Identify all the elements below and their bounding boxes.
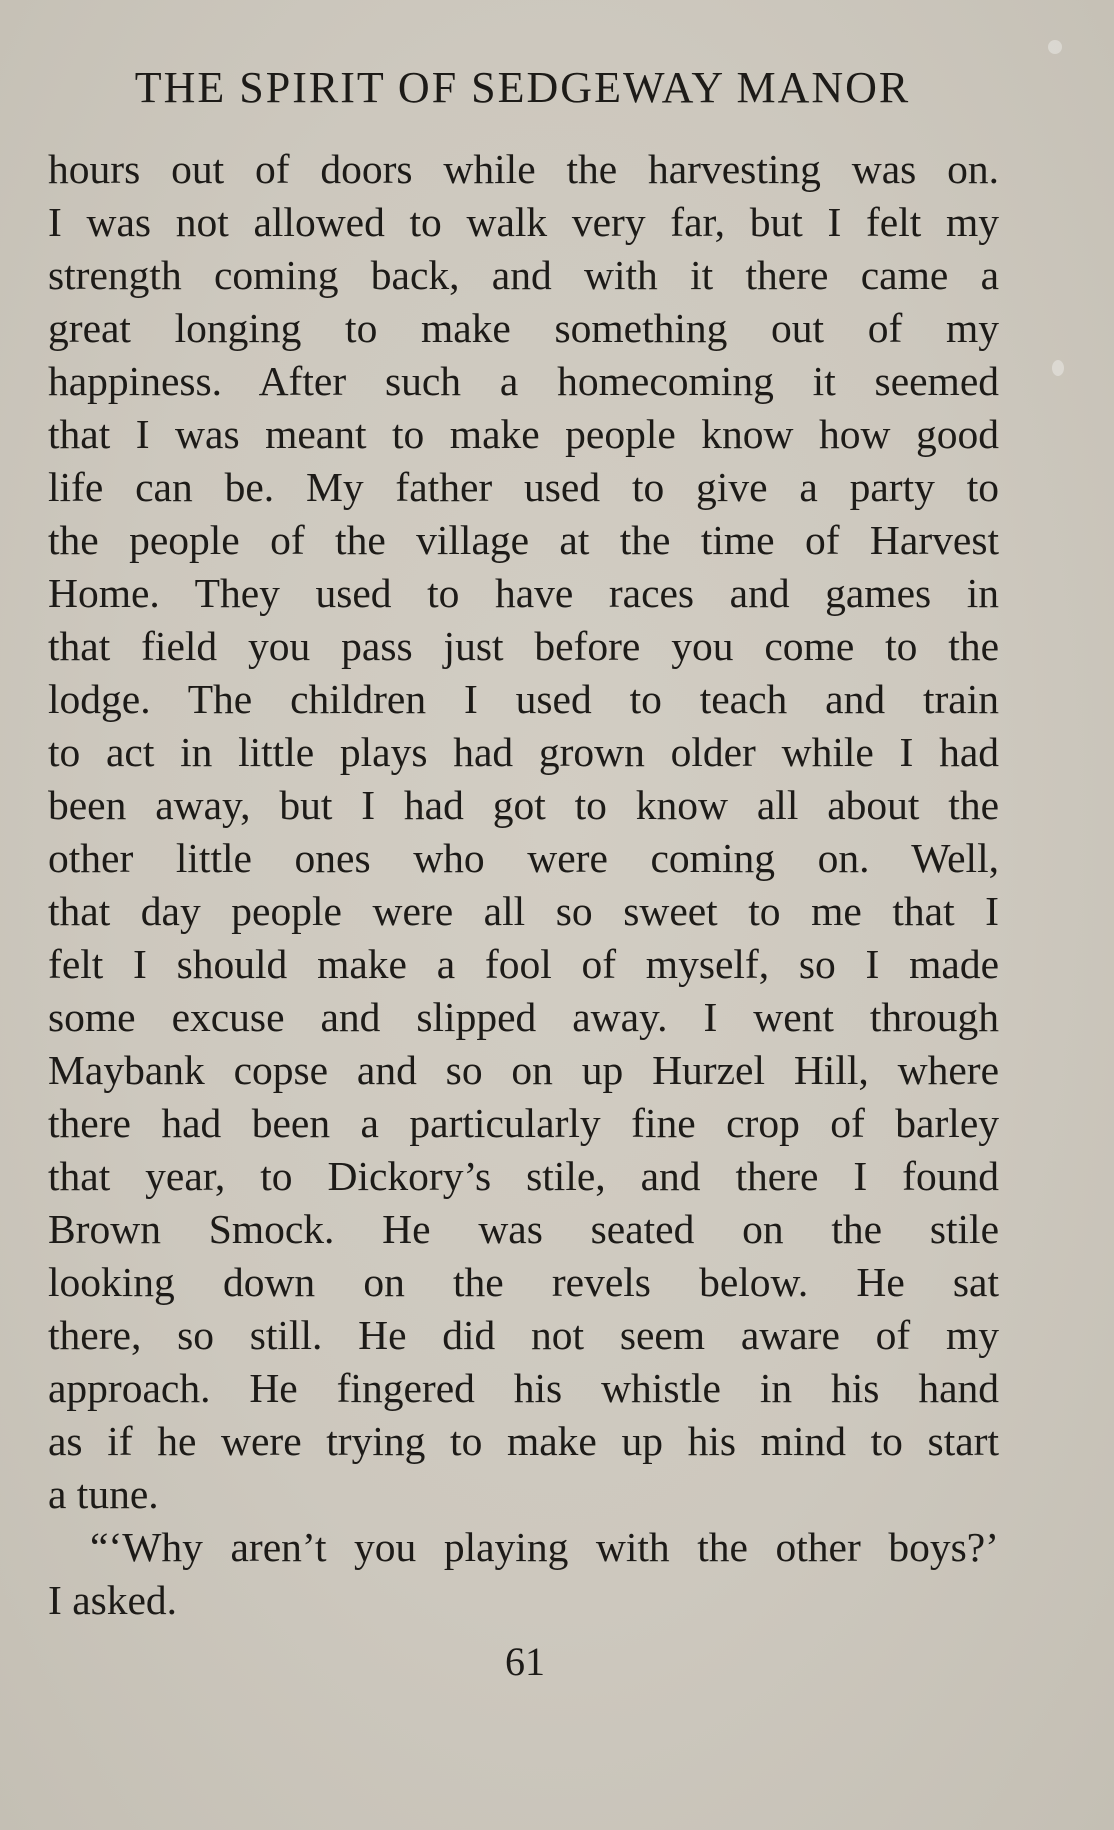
body-text [48, 143, 999, 1627]
text-line: some excuse and slipped away. I went through [48, 994, 999, 1040]
text-line: “‘Why aren’t you playing with the other boys?’ [90, 1524, 999, 1570]
text-line: I was not allowed to walk very far, but I felt my [48, 199, 999, 245]
running-header: THE SPIRIT OF SEDGEWAY MANOR [134, 63, 911, 112]
text-line: that I was meant to make people know how good [48, 411, 999, 457]
text-line: I asked. [48, 1577, 178, 1623]
paper-speck [1052, 360, 1064, 376]
text-line: Home. They used to have races and games in [48, 570, 999, 616]
text-line: hours out of doors while the harvesting was on. [48, 146, 999, 192]
paper-speck [1048, 40, 1062, 54]
text-line: been away, but I had got to know all about the [48, 782, 999, 828]
text-line: happiness. After such a homecoming it seemed [48, 358, 999, 404]
text-line: felt I should make a fool of myself, so I made [48, 941, 999, 987]
text-line: other little ones who were coming on. Well, [48, 835, 999, 881]
text-line: to act in little plays had grown older while I had [48, 729, 999, 775]
text-line: there had been a particularly fine crop of barley [48, 1100, 999, 1146]
text-line: approach. He fingered his whistle in his hand [48, 1365, 999, 1411]
page-number: 61 [505, 1639, 545, 1684]
text-line: great longing to make something out of my [48, 305, 999, 351]
text-line: lodge. The children I used to teach and train [48, 676, 999, 722]
text-line: that field you pass just before you come to the [48, 623, 999, 669]
text-line: life can be. My father used to give a party to [48, 464, 999, 510]
text-line: strength coming back, and with it there came a [48, 252, 999, 298]
text-line: Maybank copse and so on up Hurzel Hill, where [48, 1047, 999, 1093]
text-line: that year, to Dickory’s stile, and there I found [48, 1153, 999, 1199]
text-line: a tune. [48, 1471, 159, 1517]
text-line: the people of the village at the time of Harvest [48, 517, 999, 563]
text-line: as if he were trying to make up his mind to start [48, 1418, 999, 1464]
text-line: Brown Smock. He was seated on the stile [48, 1206, 999, 1252]
text-line: that day people were all so sweet to me that I [48, 888, 999, 934]
text-line: there, so still. He did not seem aware of my [48, 1312, 999, 1358]
text-line: looking down on the revels below. He sat [48, 1259, 999, 1305]
